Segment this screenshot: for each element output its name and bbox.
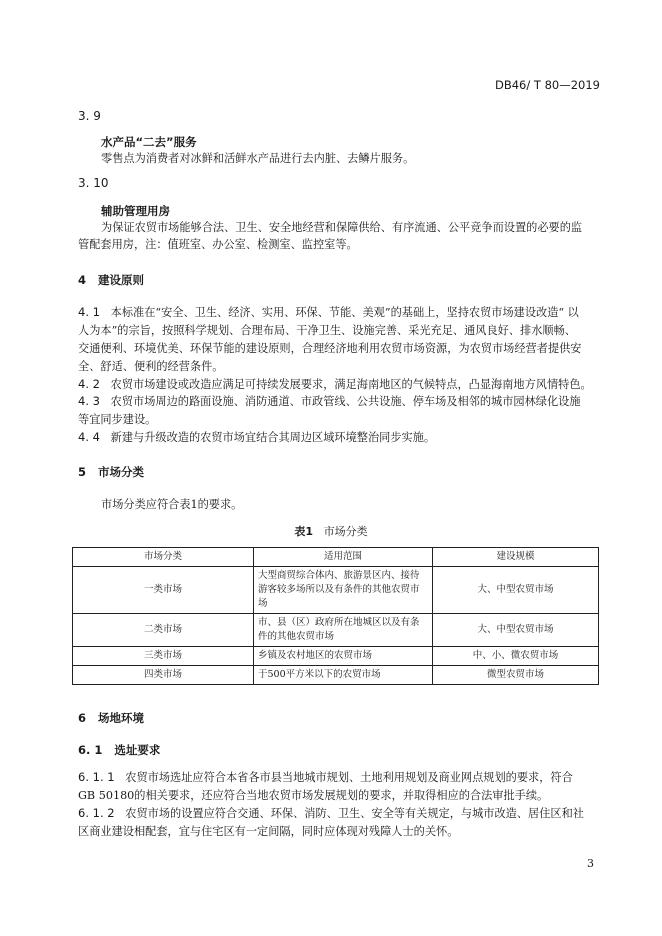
market-classification-table: [72, 547, 599, 685]
table-cell-category: 三类市场: [73, 647, 254, 666]
term-definition-line: 为保证农贸市场能够合法、卫生、安全地经营和保障供给、有序流通、公平竞争而设置的必要的监: [101, 221, 583, 234]
clause-line: 新建与升级改造的农贸市场宜结合其周边区域环境整治同步实施。: [110, 431, 436, 444]
clause-line: 交通便利、环境优美、环保节能的建设原则，合理经济地利用农贸市场资源，为农贸市场经营者提供安: [78, 342, 582, 355]
table-row: [73, 614, 599, 647]
section-number: 4: [78, 273, 87, 287]
table-cell-scope: 市、县（区）政府所在地城区以及有条件的其他农贸市场: [254, 614, 433, 647]
clause-4-4: [78, 428, 600, 447]
term-title: 水产品“二去”服务: [101, 135, 197, 149]
term-definition-line: 管配套用房，注：值班室、办公室、检测室、监控室等。: [78, 238, 358, 251]
table-cell-category: 四类市场: [73, 666, 254, 685]
clause-number: 6. 1. 1: [78, 770, 115, 784]
table-cell-scale: 大、中型农贸市场: [433, 614, 599, 647]
table-header-cell: 建设规模: [433, 548, 599, 567]
section-heading: [78, 464, 144, 480]
table-caption-number: 表1: [294, 525, 314, 538]
clause-line: 全、舒适、便利的经营条件。: [78, 360, 224, 373]
table-caption-text: 市场分类: [323, 525, 368, 538]
table-header-cell: 适用范围: [254, 548, 433, 567]
clause-line: 等宜同步建设。: [78, 413, 157, 426]
section-number: 3. 10: [78, 176, 109, 190]
table-cell-scale: 中、小、微农贸市场: [433, 647, 599, 666]
table-header-cell: 市场分类: [73, 548, 254, 567]
table-row: [73, 567, 599, 614]
clause-6-1-1: [78, 768, 600, 805]
table-cell-scope: 乡镇及农村地区的农贸市场: [254, 647, 433, 666]
clause-6-1-2: [78, 804, 600, 841]
subsection-heading: [78, 742, 160, 758]
table-cell-category: 一类市场: [73, 567, 254, 614]
term-title: 辅助管理用房: [101, 204, 170, 218]
section-number: 6: [78, 711, 87, 725]
clause-line: GB 50180的相关要求，还应符合当地农贸市场发展规划的要求，并取得相应的合法审批手续。: [78, 789, 549, 802]
section-intro: 市场分类应符合表1的要求。: [101, 498, 243, 511]
clause-4-1: [78, 303, 600, 376]
table-cell-scope: 于500平方米以下的农贸市场: [254, 666, 433, 685]
section-number: 5: [78, 465, 87, 479]
table-header-row: [73, 548, 599, 567]
table-cell-scale: 大、中型农贸市场: [433, 567, 599, 614]
document-code: DB46/ T 80—2019: [495, 78, 600, 92]
clause-line: 农贸市场选址应符合本省各市县当地城市规划、土地利用规划及商业网点规划的要求，符合: [125, 771, 573, 784]
table-cell-scope: 大型商贸综合体内、旅游景区内、接待游客较多场所以及有条件的其他农贸市场: [254, 567, 433, 614]
clause-line: 农贸市场周边的路面设施、消防通道、市政管线、公共设施、停车场及相邻的城市园林绿化设施: [110, 395, 581, 408]
section-title: 市场分类: [98, 465, 145, 479]
clause-line: 人为本”的宗旨，按照科学规划、合理布局、干净卫生、设施完善、采光充足、通风良好、排水顺畅、: [78, 324, 576, 337]
clause-line: 农贸市场建设或改造应满足可持续发展要求，满足海南地区的气候特点，凸显海南地方风情特色。: [110, 378, 592, 391]
section-title: 选址要求: [114, 743, 161, 757]
clause-number: 4. 3: [78, 394, 100, 408]
clause-number: 4. 1: [78, 305, 100, 319]
clause-line: 农贸市场的设置应符合交通、环保、消防、卫生、安全等有关规定，与城市改造、居住区和社: [125, 807, 584, 820]
section-heading: [78, 272, 144, 288]
table-row: [73, 647, 599, 666]
section-title: 场地环境: [98, 711, 145, 725]
section-heading: [78, 710, 144, 726]
table-caption: [0, 523, 662, 539]
table-cell-category: 二类市场: [73, 614, 254, 647]
clause-line: 本标准在“安全、卫生、经济、实用、环保、节能、美观”的基础上，坚持农贸市场建设改造“ 以: [110, 306, 579, 319]
page-number: 3: [587, 857, 594, 870]
section-number: 3. 9: [78, 109, 101, 123]
clause-line: 区商业建设相配套，宜与住宅区有一定间隔，同时应体现对残障人士的关怀。: [78, 825, 459, 838]
section-title: 建设原则: [98, 273, 145, 287]
table-row: [73, 666, 599, 685]
clause-number: 4. 4: [78, 430, 100, 444]
clause-number: 4. 2: [78, 377, 100, 391]
term-definition: 零售点为消费者对冰鲜和活鲜水产品进行去内脏、去鳞片服务。: [101, 152, 415, 165]
clause-4-3: [78, 392, 600, 429]
section-number: 6. 1: [78, 743, 103, 757]
clause-number: 6. 1. 2: [78, 806, 115, 820]
table-cell-scale: 微型农贸市场: [433, 666, 599, 685]
